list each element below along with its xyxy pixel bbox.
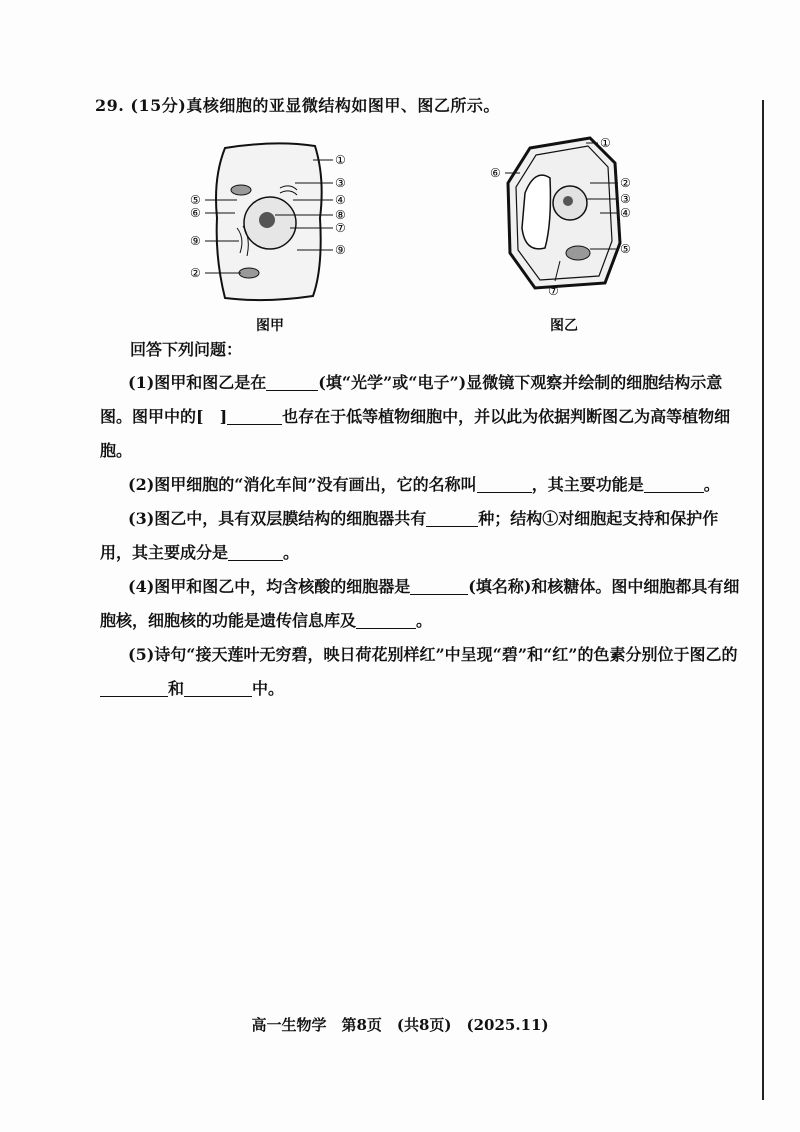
subquestion-3: [100, 502, 750, 570]
figure-yi-caption: 图乙: [550, 318, 578, 334]
fig-yi-label-1: ①: [600, 136, 611, 150]
subquestion-2: [100, 468, 750, 502]
sq1-text-c: 也存在于低等植物细胞中，并以此为依据判断图乙为高等植物细胞。: [100, 407, 731, 460]
sq5-blank-2[interactable]: [184, 678, 252, 697]
sq5-text-c: 中。: [252, 679, 285, 698]
fig-jia-label-5: ⑤: [190, 193, 201, 207]
sq3-text-c: 。: [283, 543, 300, 562]
fig-jia-label-6: ⑥: [190, 206, 201, 220]
fig-jia-label-9-right: ⑨: [335, 243, 346, 257]
fig-yi-label-3: ③: [620, 192, 631, 206]
sq1-text-b: (填“光学”或“电子”)显微镜下观察并绘制的细胞结构示意图。图甲中的[ ]: [100, 373, 723, 426]
fig-jia-label-7: ⑦: [335, 221, 346, 235]
sq2-blank-2[interactable]: [644, 474, 704, 493]
sq2-text-a: (2)图甲细胞的“消化车间”没有画出，它的名称叫: [128, 475, 477, 494]
sq5-text-a: (5)诗句“接天莲叶无穷碧，映日荷花别样红”中呈现“碧”和“红”的色素分别位于图乙的: [128, 645, 738, 664]
question-title: 29. (15分)真核细胞的亚显微结构如图甲、图乙所示。: [95, 96, 500, 115]
fig-jia-label-4: ④: [335, 193, 346, 207]
question-prompt: 回答下列问题：: [130, 340, 243, 359]
sq4-text-b: (填名称)和核糖体。图中细胞都具有细胞核，细胞核的功能是遗传信息库及: [100, 577, 740, 630]
margin-rule: [762, 100, 764, 1100]
fig-jia-label-8: ⑧: [335, 208, 346, 222]
fig-jia-label-1: ①: [335, 153, 346, 167]
subquestion-1: [100, 366, 750, 468]
figure-jia-animal-cell: [185, 138, 360, 306]
sq2-text-b: ，其主要功能是: [531, 475, 644, 494]
fig-yi-label-6: ⑥: [490, 166, 501, 180]
sq3-blank-1[interactable]: [426, 508, 478, 527]
sq5-text-b: 和: [168, 679, 185, 698]
fig-yi-label-5: ⑤: [620, 242, 631, 256]
sq1-text-a: (1)图甲和图乙是在: [128, 373, 267, 392]
sq3-text-a: (3)图乙中，具有双层膜结构的细胞器共有: [128, 509, 427, 528]
sq1-blank-2[interactable]: [227, 406, 282, 425]
sq4-text-c: 。: [416, 611, 433, 630]
sq2-blank-1[interactable]: [477, 474, 532, 493]
subquestion-5: [100, 638, 750, 706]
sq3-blank-2[interactable]: [228, 542, 283, 561]
fig-yi-label-7: ⑦: [548, 284, 559, 298]
sq4-blank-2[interactable]: [356, 610, 416, 629]
fig-jia-label-2: ②: [190, 266, 201, 280]
fig-yi-label-4: ④: [620, 206, 631, 220]
page-footer: 高一生物学 第8页 (共8页) (2025.11): [251, 1016, 549, 1034]
figure-jia-caption: 图甲: [256, 318, 284, 334]
subquestion-4: [100, 570, 750, 638]
sq5-blank-1[interactable]: [100, 678, 168, 697]
fig-yi-label-2: ②: [620, 176, 631, 190]
sq2-text-c: 。: [703, 475, 720, 494]
fig-jia-label-3: ③: [335, 176, 346, 190]
sq3-text-b: 种；结构①对细胞起支持和保护作用，其主要成分是: [100, 509, 719, 562]
sq1-blank-1[interactable]: [266, 372, 318, 391]
fig-jia-label-9-left: ⑨: [190, 234, 201, 248]
sq4-text-a: (4)图甲和图乙中，均含核酸的细胞器是: [128, 577, 411, 596]
figure-yi-plant-cell: [490, 133, 650, 301]
sq4-blank-1[interactable]: [410, 576, 468, 595]
